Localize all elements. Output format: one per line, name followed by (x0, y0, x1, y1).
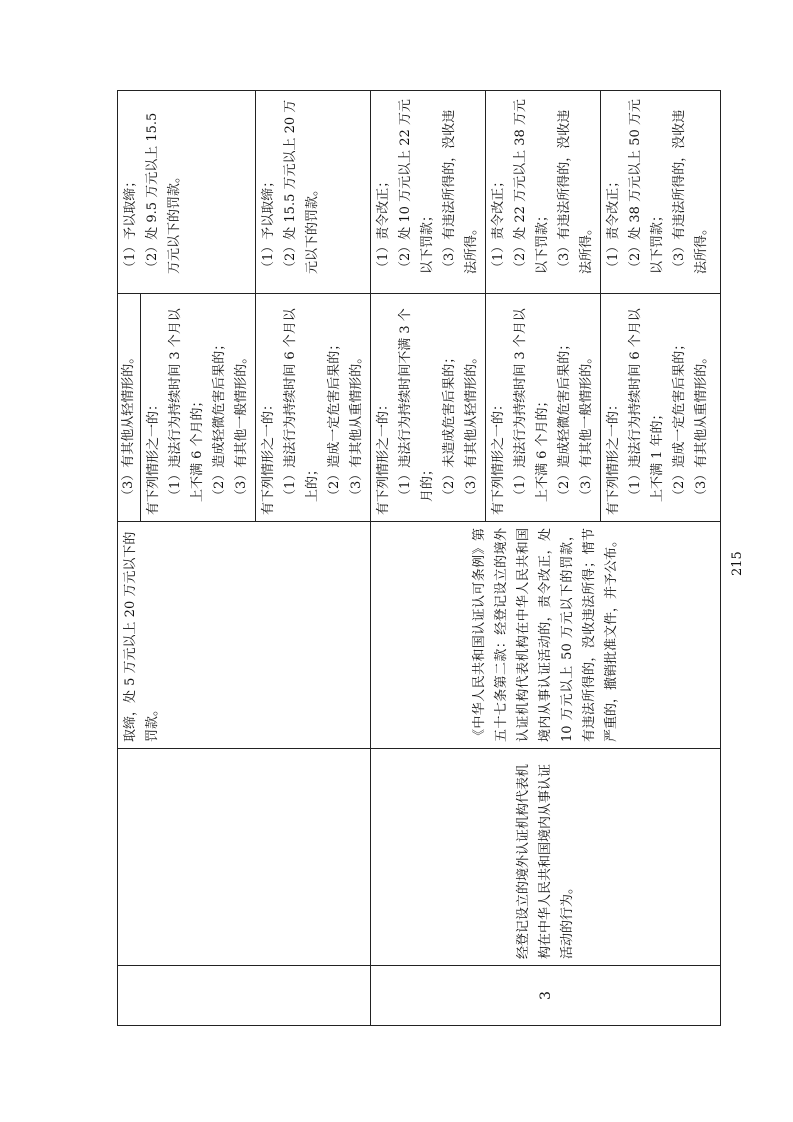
situation-line: （1）违法行为持续时间 6 个月以上的； (283, 308, 320, 502)
situation-line: （2）未造成危害后果的； (442, 350, 457, 502)
behavior-text: 经登记设立的境外认证机构代表机构在中华人民共和国境内从事认证活动的行为。 (515, 763, 575, 959)
penalty-line: （1）责令改正； (376, 174, 391, 274)
situation-line: 有下列情形之一的： (376, 397, 391, 515)
penalty-line: （2）处 15.5 万元以上 20 万元以下的罚款。 (283, 99, 320, 274)
penalty-cell (118, 91, 256, 294)
page-number: 215 (730, 551, 745, 577)
situation-line: （2）造成轻微危害后果的； (557, 337, 572, 502)
situation-line: 有下列情形之一的： (491, 397, 506, 515)
situation-continuation-cell (118, 294, 141, 522)
penalty-line: （1）责令改正； (491, 174, 506, 274)
situation-line: （1）违法行为持续时间 6 个月以上不满 1 年的； (628, 308, 665, 502)
situation-cell (601, 294, 721, 522)
penalty-line: （3）有违法所得的，没收违法所得。 (442, 109, 479, 274)
basis-continuation-text: 取缔，处 5 万元以上 20 万元以下的罚款。 (123, 531, 160, 742)
penalty-cell (371, 91, 486, 294)
penalty-line: （1）予以取缔； (123, 174, 138, 274)
penalty-line: （2）处 10 万元以上 22 万元以下罚款； (398, 99, 435, 274)
penalty-cell (256, 91, 371, 294)
item-number-cell (371, 966, 721, 1026)
situation-line: 有下列情形之一的： (606, 397, 621, 515)
situation-line: （3）有其他一般情形的。 (234, 350, 249, 502)
situation-line: （1）违法行为持续时间不满 3 个月的； (398, 308, 435, 502)
situation-line: （3）有其他从轻情形的。 (464, 350, 479, 502)
situation-line: （3）有其他从重情形的。 (694, 350, 709, 502)
behavior-cell (371, 749, 721, 966)
basis-cell (371, 522, 721, 749)
behavior-cell-empty (118, 749, 371, 966)
item-number: 3 (537, 991, 554, 1000)
situation-cell (371, 294, 486, 522)
situation-line: （3）有其他一般情形的。 (579, 350, 594, 502)
situation-line: （2）造成一定危害后果的； (327, 337, 342, 502)
situation-line: （2）造成轻微危害后果的； (212, 337, 227, 502)
rotated-document-page (117, 91, 709, 1026)
penalty-line: （2）处 38 万元以上 50 万元以下罚款； (628, 99, 665, 274)
penalty-cell (486, 91, 601, 294)
penalty-line: （1）予以取缔； (261, 174, 276, 274)
penalty-line: （2）处 9.5 万元以上 15.5 万元以下的罚款。 (145, 112, 182, 274)
basis-text: 《中华人民共和国认证认可条例》第五十七条第二款：经登记设立的境外认证机构代表机构在中华人民共和国境内从事认证活动的，责令改正，处 10 万元以上 50 万元以下的罚款，有违法所得的，没收违法所得；情节严重的，撤销批准文件，并予公布。 (471, 528, 619, 742)
table-row (118, 91, 141, 1026)
number-cell-empty (118, 966, 371, 1026)
situation-cell (141, 294, 256, 522)
table-row (371, 91, 486, 1026)
penalty-table (117, 90, 721, 1026)
situation-continuation-text: （3）有其他从轻情形的。 (121, 350, 136, 502)
situation-line: 有下列情形之一的： (261, 397, 276, 515)
basis-continuation-cell (118, 522, 371, 749)
situation-line: （2）造成一定危害后果的； (672, 337, 687, 502)
situation-cell (486, 294, 601, 522)
penalty-line: （3）有违法所得的，没收违法所得。 (557, 109, 594, 274)
penalty-cell (601, 91, 721, 294)
penalty-line: （3）有违法所得的，没收违法所得。 (672, 109, 709, 274)
situation-line: （3）有其他从重情形的。 (349, 350, 364, 502)
situation-line: 有下列情形之一的： (146, 397, 161, 515)
situation-line: （1）违法行为持续时间 3 个月以上不满 6 个月的； (513, 308, 550, 502)
situation-line: （1）违法行为持续时间 3 个月以上不满 6 个月的； (168, 308, 205, 502)
penalty-line: （1）责令改正； (606, 174, 621, 274)
situation-cell (256, 294, 371, 522)
penalty-line: （2）处 22 万元以上 38 万元以下罚款； (513, 99, 550, 274)
rotated-table-wrapper (117, 91, 709, 1026)
